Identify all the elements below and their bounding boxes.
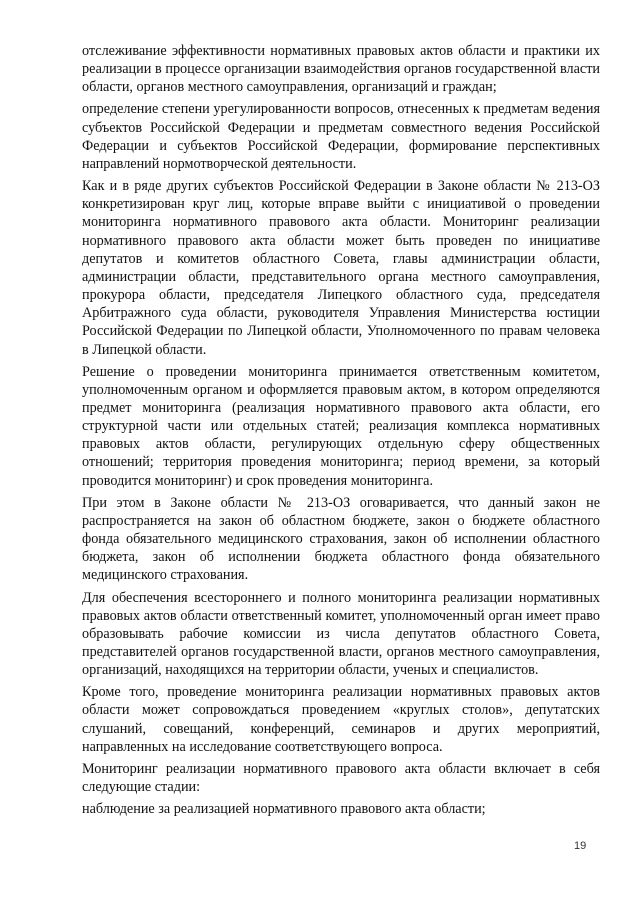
paragraph-3: Как и в ряде других субъектов Российской Федерации в Законе области № 213-ОЗ конкретизирован круг лиц, которые вправе выйти с инициативой о проведении мониторинга нормативного правового акта области. Мониторинг реализации нормативного правового акта области может быть проведен по инициативе депутатов и комитетов областного Совета, главы администрации области, администрации области, представительного органа местного самоуправления, прокурора области, председателя Липецкого областного суда, председателя Арбитражного суда области, руководителя Управления Министерства юстиции Российской Федерации по Липецкой области, Уполномоченного по правам человека в Липецкой области. xyxy=(82,178,600,358)
document-page xyxy=(82,42,600,822)
paragraph-4: Решение о проведении мониторинга принимается ответственным комитетом, уполномоченным органом и оформляется правовым актом, в котором определяются предмет мониторинга (реализация нормативного правового акта области, его структурной части или отдельных статей; реализация комплекса нормативных правовых актов области, регулирующих отдельную сферу общественных отношений; территория проведения мониторинга; период времени, за который проводится мониторинг) и срок проведения мониторинга. xyxy=(82,363,600,489)
paragraph-2: определение степени урегулированности вопросов, отнесенных к предметам ведения субъектов Российской Федерации и предметам совместного ведения Российской Федерации и субъектов Российской Федерации, формирование перспективных направлений нормотворческой деятельности. xyxy=(82,101,600,172)
paragraph-1: отслеживание эффективности нормативных правовых актов области и практики их реализации в процессе организации взаимодействия органов государственной власти области, органов местного самоуправления, организаций и граждан; xyxy=(82,43,600,96)
paragraph-7: Кроме того, проведение мониторинга реализации нормативных правовых актов области может сопровождаться проведением «круглых столов», депутатских слушаний, совещаний, конференций, семинаров и других мероприятий, направленных на исследование соответствующего вопроса. xyxy=(82,684,600,755)
paragraph-6: Для обеспечения всестороннего и полного мониторинга реализации нормативных правовых актов области ответственный комитет, уполномоченный орган имеет право образовывать рабочие комиссии из числа депутатов областного Совета, представителей органов государственной власти, органов местного самоуправления, организаций, находящихся на территории области, ученых и специалистов. xyxy=(82,589,600,679)
page-number: 19 xyxy=(574,840,587,852)
paragraph-5: При этом в Законе области № 213-ОЗ оговаривается, что данный закон не распространяется на закон об областном бюджете, закон о бюджете областного фонда обязательного медицинского страхования, закон об исполнении областного бюджета, закон об исполнении бюджета областного фонда обязательного медицинского страхования. xyxy=(82,494,600,584)
paragraph-9: наблюдение за реализацией нормативного правового акта области; xyxy=(82,801,486,818)
paragraph-8: Мониторинг реализации нормативного правового акта области включает в себя следующие стадии: xyxy=(82,760,600,796)
